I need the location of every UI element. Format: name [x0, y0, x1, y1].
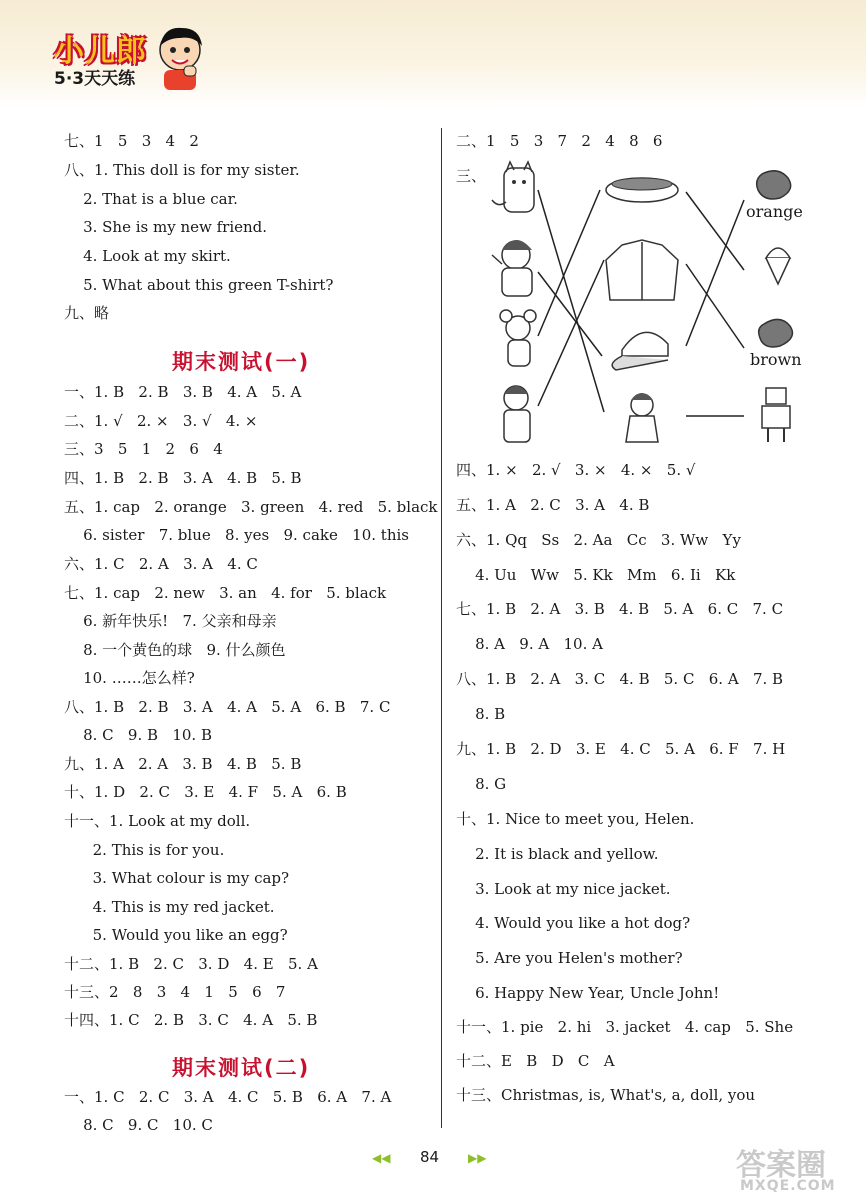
watermark-url: MXQE.COM [740, 1178, 836, 1194]
answer-line: 4. Uu Ww 5. Kk Mm 6. Ii Kk [456, 566, 736, 584]
answer-line: 一、1. C 2. C 3. A 4. C 5. B 6. A 7. A [64, 1088, 392, 1106]
brand-logo [48, 22, 208, 102]
answer-line: 十三、Christmas, is, What's, a, doll, you [456, 1086, 756, 1104]
answer-line: 四、1. × 2. √ 3. × 4. × 5. √ [456, 461, 696, 479]
answer-line: 五、1. cap 2. orange 3. green 4. red 5. black [64, 498, 438, 516]
robot-icon [762, 388, 790, 442]
color-label: brown [750, 350, 802, 369]
answer-line: 3. She is my new friend. [64, 218, 268, 236]
mascot-boy-icon [154, 22, 206, 92]
answer-line: 六、1. C 2. A 3. A 4. C [64, 555, 258, 573]
boy-character-icon [504, 386, 530, 442]
answer-line: 5. What about this green T-shirt? [64, 276, 334, 294]
answer-line: 6. sister 7. blue 8. yes 9. cake 10. this [64, 526, 409, 544]
answer-line: 10. ……怎么样? [64, 669, 195, 687]
answer-line: 5. Are you Helen's mother? [456, 949, 683, 967]
answer-line: 6. Happy New Year, Uncle John! [456, 984, 720, 1002]
answer-line: 8. G [456, 775, 507, 793]
answer-line: 3. Look at my nice jacket. [456, 880, 671, 898]
cat-character-icon [492, 162, 534, 212]
answer-line: 二、1. √ 2. × 3. √ 4. × [64, 412, 258, 430]
prev-page-arrow-icon: ◀◀ [372, 1151, 391, 1165]
answer-line: 十二、E B D C A [456, 1052, 615, 1070]
answer-line: 8. C 9. C 10. C [64, 1116, 213, 1134]
color-label: orange [746, 202, 803, 221]
answer-line: 七、1 5 3 4 2 [64, 132, 199, 150]
hot-dog-icon [606, 178, 678, 202]
answer-line: 2. That is a blue car. [64, 190, 238, 208]
answer-line: 八、1. This doll is for my sister. [64, 161, 300, 179]
answer-line: 4. Would you like a hot dog? [456, 914, 691, 932]
answer-line: 4. This is my red jacket. [64, 898, 275, 916]
mouse-character-icon [500, 310, 536, 366]
answer-line: 八、1. B 2. B 3. A 4. A 5. A 6. B 7. C [64, 698, 391, 716]
answer-line: 5. Would you like an egg? [64, 926, 288, 944]
answer-line: 六、1. Qq Ss 2. Aa Cc 3. Ww Yy [456, 531, 741, 549]
answer-line: 8. C 9. B 10. B [64, 726, 212, 744]
watermark [730, 1140, 860, 1200]
answer-line: 十一、1. pie 2. hi 3. jacket 4. cap 5. She [456, 1018, 794, 1036]
watermark-title: 答案圈 [736, 1148, 826, 1183]
section-title: 期末测试(二) [172, 1056, 311, 1080]
doll-icon [626, 393, 658, 442]
answer-line: 8. A 9. A 10. A [456, 635, 603, 653]
answer-line: 九、略 [64, 304, 110, 322]
answer-line: 七、1. cap 2. new 3. an 4. for 5. black [64, 584, 387, 602]
answer-line: 2. It is black and yellow. [456, 845, 659, 863]
answer-line: 6. 新年快乐! 7. 父亲和母亲 [64, 612, 277, 630]
matching-lines [538, 190, 744, 416]
answer-line: 十三、2 8 3 4 1 5 6 7 [64, 983, 286, 1001]
answer-line: 九、1. A 2. A 3. B 4. B 5. B [64, 755, 302, 773]
series-title: 5·3天天练 [54, 69, 136, 89]
answer-line: 十四、1. C 2. B 3. C 4. A 5. B [64, 1011, 318, 1029]
answer-line: 十二、1. B 2. C 3. D 4. E 5. A [64, 955, 318, 973]
cap-icon [612, 332, 668, 370]
answer-line: 三、 [456, 167, 487, 185]
answer-line: 九、1. B 2. D 3. E 4. C 5. A 6. F 7. H [456, 740, 786, 758]
answer-line: 八、1. B 2. A 3. C 4. B 5. C 6. A 7. B [456, 670, 784, 688]
next-page-arrow-icon: ▶▶ [468, 1151, 487, 1165]
answer-line: 十、1. D 2. C 3. E 4. F 5. A 6. B [64, 783, 347, 801]
paint-blob-orange-icon [757, 171, 791, 199]
ice-cream-icon [766, 248, 790, 284]
brand-title: 小儿郎 [54, 34, 147, 69]
answer-line: 3. What colour is my cap? [64, 869, 290, 887]
section-title: 期末测试(一) [172, 350, 311, 374]
answer-line: 五、1. A 2. C 3. A 4. B [456, 496, 650, 514]
answer-line: 4. Look at my skirt. [64, 247, 231, 265]
page-number: 84 [420, 1148, 440, 1166]
jacket-icon [606, 240, 678, 300]
answer-line: 一、1. B 2. B 3. B 4. A 5. A [64, 383, 302, 401]
answer-line: 四、1. B 2. B 3. A 4. B 5. B [64, 469, 302, 487]
answer-line: 十、1. Nice to meet you, Helen. [456, 810, 695, 828]
girl-character-icon [492, 240, 532, 296]
column-divider [441, 128, 442, 1128]
answer-line: 三、3 5 1 2 6 4 [64, 440, 223, 458]
paint-blob-brown-icon [759, 319, 793, 347]
answer-line: 8. 一个黄色的球 9. 什么颜色 [64, 641, 286, 659]
answer-line: 2. This is for you. [64, 841, 225, 859]
answer-line: 二、1 5 3 7 2 4 8 6 [456, 132, 663, 150]
answer-line: 8. B [456, 705, 506, 723]
answer-line: 七、1. B 2. A 3. B 4. B 5. A 6. C 7. C [456, 600, 784, 618]
answer-line: 十一、1. Look at my doll. [64, 812, 251, 830]
